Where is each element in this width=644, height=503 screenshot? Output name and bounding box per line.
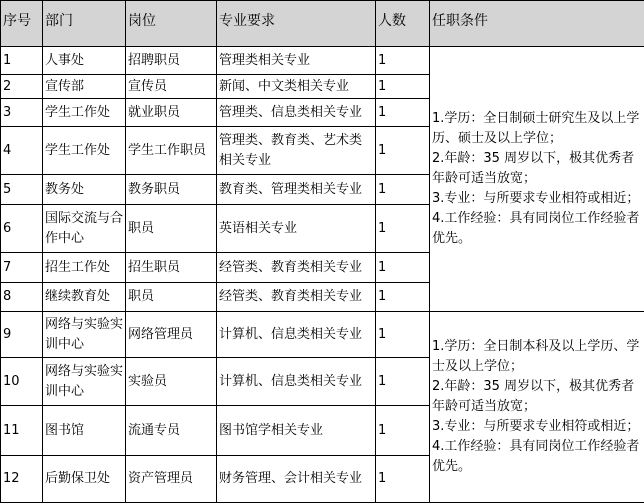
row-no: 9 [1,312,43,358]
row-no: 11 [1,406,43,456]
condition-line: 3.专业：与所要求专业相符或相近； [432,189,642,209]
condition-line: 4.工作经验：具有同岗位工作经验者优先。 [432,437,642,477]
row-major: 财务管理、会计相关专业 [217,456,376,503]
row-major: 经管类、教育类相关专业 [217,283,376,312]
row-dept: 网络与实验实训中心 [43,358,126,406]
row-major: 教育类、管理类相关专业 [217,175,376,205]
row-no: 2 [1,75,43,99]
row-no: 10 [1,358,43,406]
row-no: 7 [1,253,43,283]
row-major: 管理类、教育类、艺术类相关专业 [217,127,376,175]
row-dept: 学生工作处 [43,99,126,127]
row-dept: 后勤保卫处 [43,456,126,503]
condition-line: 3.专业：与所要求专业相符或相近； [432,417,642,437]
row-count: 1 [376,99,430,127]
row-dept: 人事处 [43,47,126,75]
row-no: 5 [1,175,43,205]
row-count: 1 [376,175,430,205]
condition-line: 2.年龄：35 周岁以下，极其优秀者年龄可适当放宽； [432,149,642,189]
condition-line: 1.学历：全日制本科及以上学历、学士及以上学位； [432,337,642,377]
row-dept: 网络与实验实训中心 [43,312,126,358]
row-dept: 国际交流与合作中心 [43,205,126,253]
row-no: 12 [1,456,43,503]
condition-line: 2.年龄：35 周岁以下，极其优秀者年龄可适当放宽； [432,377,642,417]
row-count: 1 [376,127,430,175]
header-dept: 部门 [43,1,126,47]
conditions-group-2 [430,312,644,503]
row-dept: 宣传部 [43,75,126,99]
row-post: 流通专员 [126,406,217,456]
table-row [1,47,644,75]
row-dept: 学生工作处 [43,127,126,175]
row-count: 1 [376,253,430,283]
row-major: 管理类、信息类相关专业 [217,99,376,127]
row-count: 1 [376,75,430,99]
row-post: 教务职员 [126,175,217,205]
header-row [1,1,644,47]
row-no: 4 [1,127,43,175]
row-dept: 继续教育处 [43,283,126,312]
row-post: 网络管理员 [126,312,217,358]
header-count: 人数 [376,1,430,47]
row-count: 1 [376,312,430,358]
row-post: 职员 [126,205,217,253]
row-post: 招聘职员 [126,47,217,75]
condition-line: 4.工作经验：具有同岗位工作经验者优先。 [432,209,642,249]
row-dept: 图书馆 [43,406,126,456]
header-no: 序号 [1,1,43,47]
row-dept: 招生工作处 [43,253,126,283]
row-post: 实验员 [126,358,217,406]
row-count: 1 [376,406,430,456]
row-count: 1 [376,456,430,503]
row-major: 经管类、教育类相关专业 [217,253,376,283]
row-post: 职员 [126,283,217,312]
row-count: 1 [376,358,430,406]
header-major: 专业要求 [217,1,376,47]
row-post: 就业职员 [126,99,217,127]
row-no: 8 [1,283,43,312]
condition-line: 1.学历：全日制硕士研究生及以上学历、硕士及以上学位； [432,109,642,149]
row-count: 1 [376,283,430,312]
row-post: 资产管理员 [126,456,217,503]
row-count: 1 [376,205,430,253]
row-major: 管理类相关专业 [217,47,376,75]
row-major: 英语相关专业 [217,205,376,253]
row-no: 3 [1,99,43,127]
row-post: 宣传员 [126,75,217,99]
header-cond: 任职条件 [430,1,644,47]
row-post: 招生职员 [126,253,217,283]
row-post: 学生工作职员 [126,127,217,175]
header-post: 岗位 [126,1,217,47]
row-count: 1 [376,47,430,75]
table-row [1,312,644,358]
row-major: 新闻、中文类相关专业 [217,75,376,99]
row-major: 图书馆学相关专业 [217,406,376,456]
row-no: 1 [1,47,43,75]
row-major: 计算机、信息类相关专业 [217,312,376,358]
conditions-group-1 [430,47,644,312]
row-no: 6 [1,205,43,253]
row-major: 计算机、信息类相关专业 [217,358,376,406]
row-dept: 教务处 [43,175,126,205]
